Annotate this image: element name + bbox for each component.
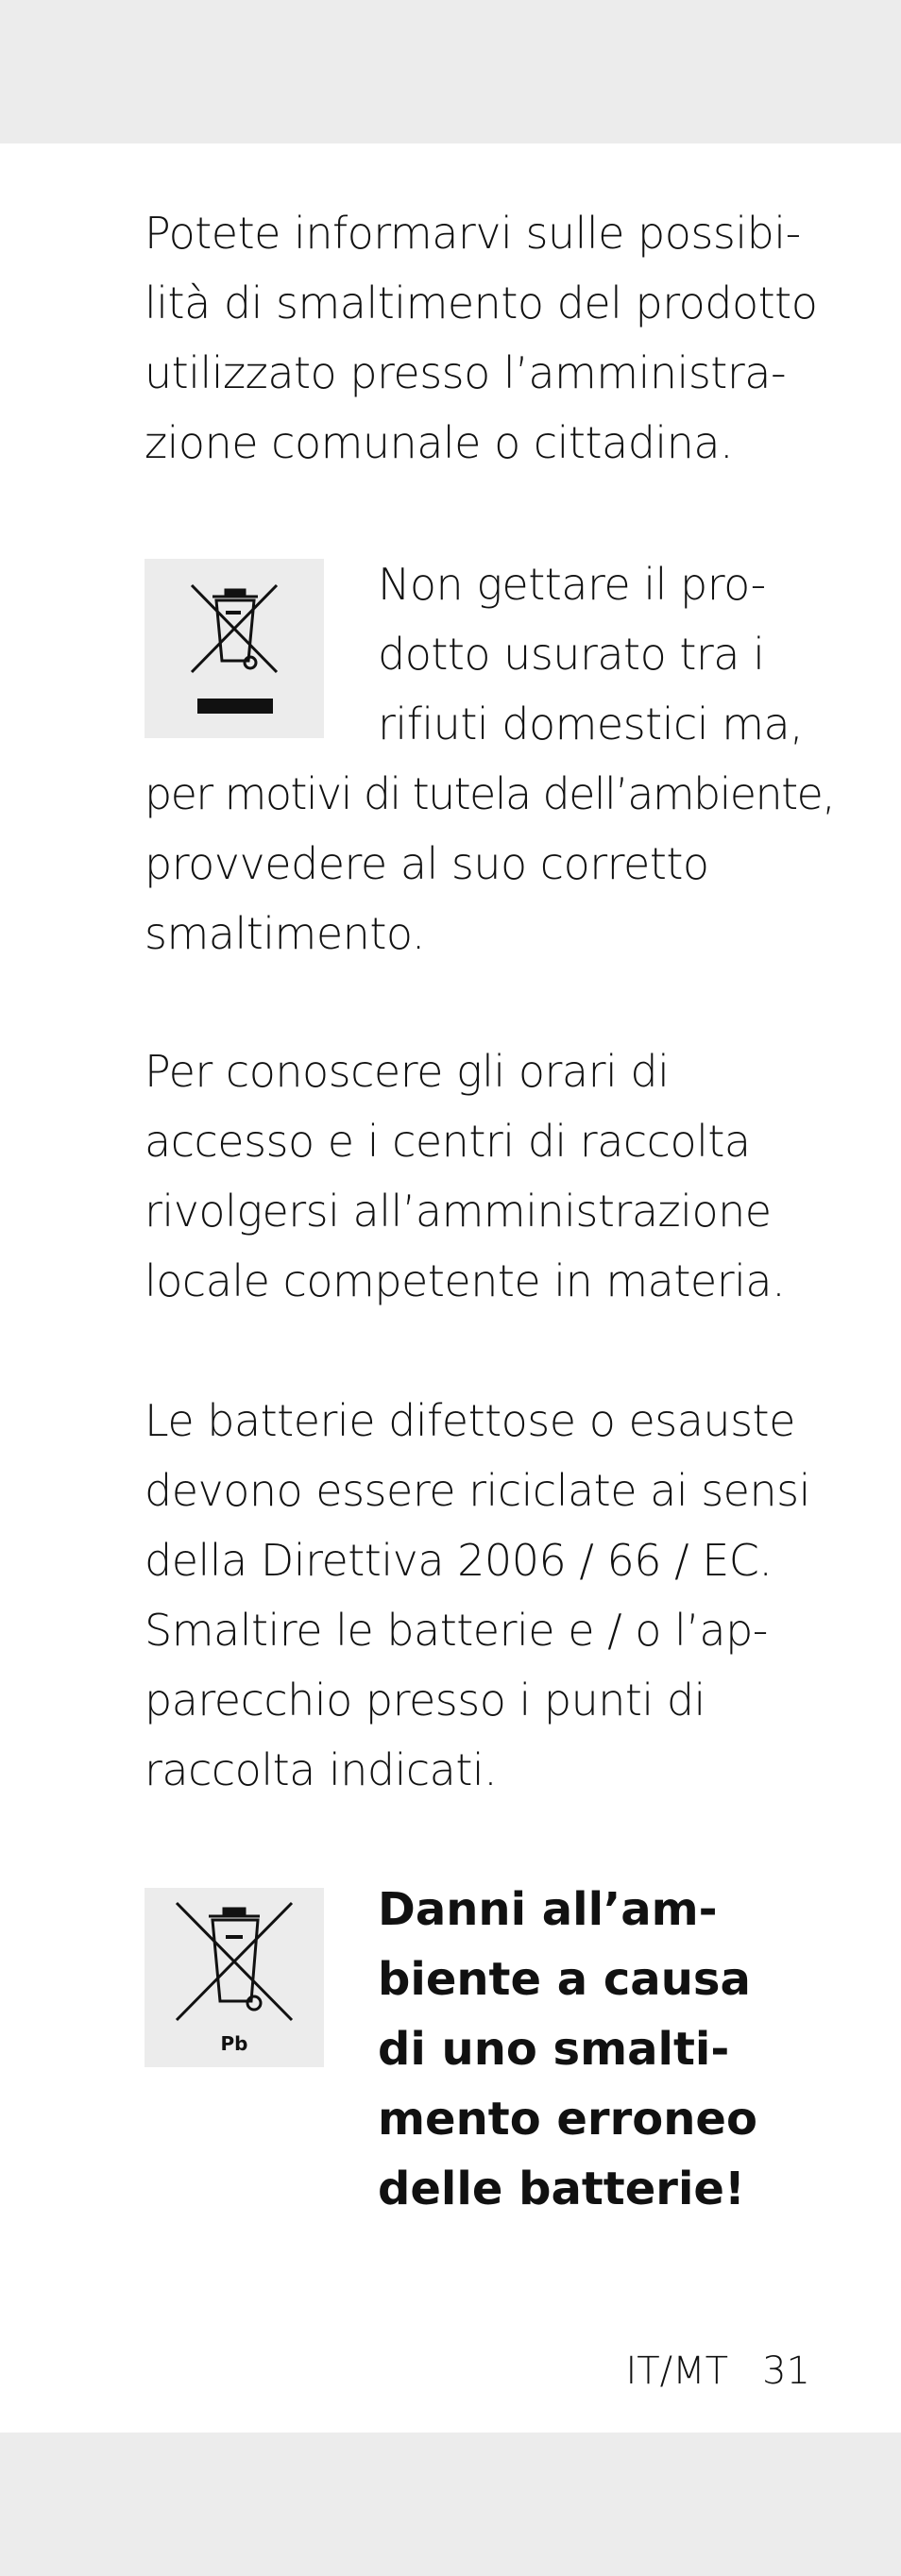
weee-warning-text-below [144,759,835,968]
disposal-info-paragraph [144,198,824,478]
text-line: utilizzato presso l’amministra- [144,347,787,398]
text-line: Non gettare il pro- [378,559,766,610]
text-line: rivolgersi all’amministrazione [144,1186,772,1237]
battery-disposal-warning-heading [378,1875,850,2224]
text-line: smaltimento. [144,908,425,959]
text-line: lità di smaltimento del prodotto [144,278,818,328]
text-line: devono essere riciclate ai sensi [144,1465,810,1516]
top-margin-band [0,0,901,143]
heading-line: delle batterie! [378,2163,745,2215]
text-line: raccolta indicati. [144,1744,498,1795]
text-line: della Direttiva 2006 / 66 / EC. [144,1535,773,1586]
text-line: rifiuti domestici ma, [378,699,804,749]
crossed-out-wheelie-bin-icon [144,559,324,738]
text-line: zione comunale o cittadina. [144,417,734,468]
page-number: 31 [762,2349,810,2393]
weee-warning-text-beside [378,549,831,759]
pb-label: Pb [220,2032,248,2055]
text-line: Smaltire le batterie e / o l’ap- [144,1605,768,1656]
battery-recycling-paragraph [144,1386,824,1805]
collection-centres-paragraph [144,1036,824,1316]
text-line: provvedere al suo corretto [144,838,709,889]
text-line: accesso e i centri di raccolta [144,1116,751,1167]
text-line: dotto usurato tra i [378,629,765,680]
heading-line: biente a causa [378,1953,751,2006]
text-line: Potete informarvi sulle possibi- [144,208,801,259]
heading-line: Danni all’am- [378,1883,718,1936]
weee-icon-box [144,559,324,738]
heading-line: mento erroneo [378,2093,757,2146]
text-line: parecchio presso i punti di [144,1675,706,1726]
battery-icon-box [144,1888,324,2067]
text-line: Per conoscere gli orari di [144,1046,670,1097]
text-line: locale competente in materia. [144,1255,786,1306]
text-line: per motivi di tutela dell’ambiente, [144,768,835,819]
footer-band [0,2433,901,2576]
page-footer [625,2349,810,2394]
heading-line: di uno smalti- [378,2023,730,2076]
crossed-out-bin-pb-icon [144,1888,324,2067]
language-code: IT/MT [625,2349,729,2393]
text-line: Le batterie difettose o esauste [144,1395,795,1446]
